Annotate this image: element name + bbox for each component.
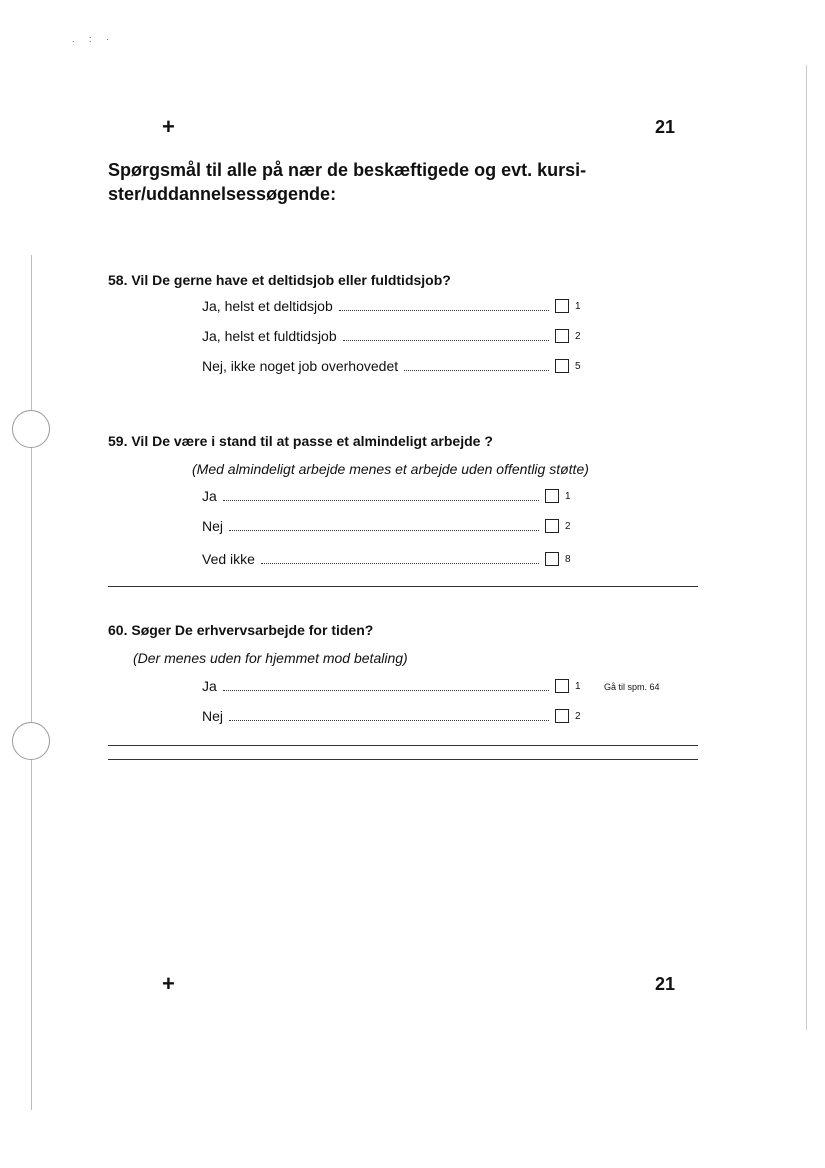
option-58-1[interactable] — [202, 298, 587, 314]
registration-mark-top: + — [162, 114, 175, 139]
binder-hole-bottom — [12, 722, 50, 760]
checkbox[interactable] — [555, 329, 569, 343]
question-59-note: (Med almindeligt arbejde menes et arbejde uden offentlig støtte) — [192, 461, 589, 477]
option-code: 2 — [575, 330, 581, 342]
option-60-2[interactable] — [202, 708, 587, 724]
option-label: Ja — [202, 678, 217, 694]
option-code: 1 — [575, 680, 581, 692]
option-label: Ved ikke — [202, 551, 255, 567]
option-code: 2 — [565, 520, 571, 532]
checkbox[interactable] — [545, 519, 559, 533]
page-number-bottom: 21 — [655, 974, 676, 994]
option-label: Ja, helst et fuldtidsjob — [202, 328, 337, 344]
scan-edge-left — [31, 255, 32, 1110]
leader-dots — [343, 340, 549, 341]
question-60-note: (Der menes uden for hjemmet mod betaling) — [133, 650, 408, 666]
divider — [108, 759, 698, 760]
divider — [108, 586, 698, 587]
option-58-5[interactable] — [202, 358, 587, 374]
scan-edge-right — [806, 65, 807, 1030]
divider — [108, 745, 698, 746]
section-title: Spørgsmål til alle på nær de beskæftigede og evt. kursi-ster/uddannelsessøgende: — [108, 160, 587, 204]
leader-dots — [404, 370, 549, 371]
checkbox[interactable] — [555, 299, 569, 313]
checkbox[interactable] — [555, 359, 569, 373]
option-code: 8 — [565, 553, 571, 565]
option-label: Ja — [202, 488, 217, 504]
option-60-1[interactable] — [202, 678, 587, 694]
option-58-2[interactable] — [202, 328, 587, 344]
option-code: 1 — [565, 490, 571, 502]
option-59-2[interactable] — [202, 518, 577, 534]
scan-specks: . : · — [72, 34, 115, 44]
leader-dots — [223, 500, 539, 501]
option-label: Ja, helst et deltidsjob — [202, 298, 333, 314]
checkbox[interactable] — [545, 552, 559, 566]
option-label: Nej, ikke noget job overhovedet — [202, 358, 399, 374]
skip-instruction: Gå til spm. 64 — [604, 682, 660, 692]
option-label: Nej — [202, 518, 224, 534]
option-code: 2 — [575, 710, 581, 722]
question-60: 60. Søger De erhvervsarbejde for tiden? — [108, 622, 374, 638]
checkbox[interactable] — [555, 679, 569, 693]
option-59-1[interactable] — [202, 488, 577, 504]
question-59: 59. Vil De være i stand til at passe et almindeligt arbejde ? — [108, 433, 493, 449]
checkbox[interactable] — [555, 709, 569, 723]
checkbox[interactable] — [545, 489, 559, 503]
option-59-8[interactable] — [202, 551, 577, 567]
option-code: 1 — [575, 300, 581, 312]
leader-dots — [223, 690, 549, 691]
question-58: 58. Vil De gerne have et deltidsjob eller fuldtidsjob? — [108, 272, 451, 288]
page-number-top: 21 — [655, 117, 676, 137]
leader-dots — [229, 530, 539, 531]
binder-hole-top — [12, 410, 50, 448]
leader-dots — [339, 310, 549, 311]
registration-mark-bottom: + — [162, 971, 175, 996]
option-code: 5 — [575, 360, 581, 372]
leader-dots — [229, 720, 549, 721]
option-label: Nej — [202, 708, 224, 724]
leader-dots — [261, 563, 539, 564]
